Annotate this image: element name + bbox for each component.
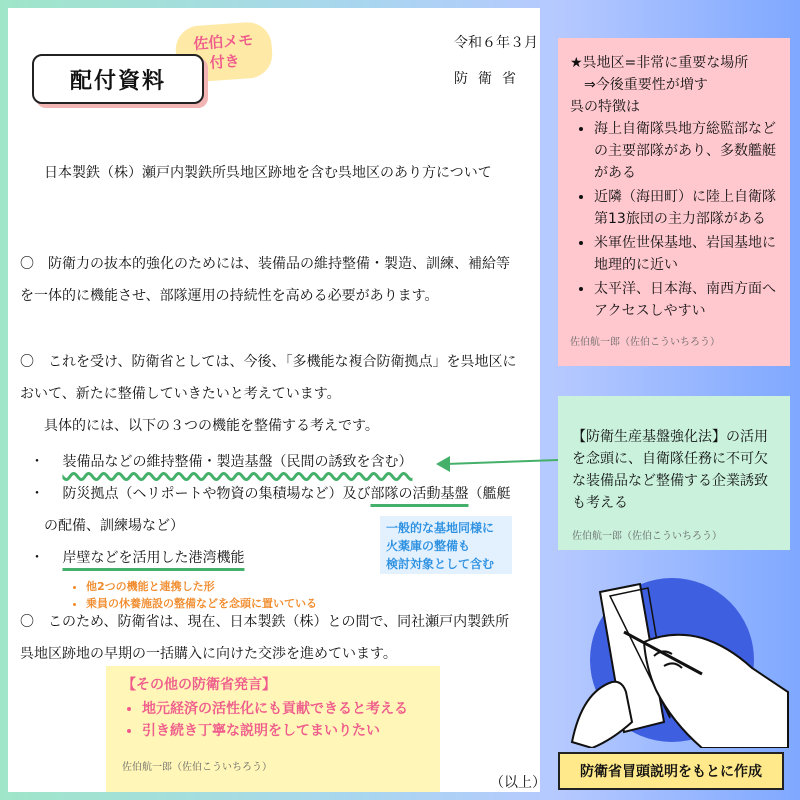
other-remarks-item: • 引き続き丁寧な説明をしてまいりたい <box>142 720 424 742</box>
kure-importance-author: 佐伯航一郎（佐伯こういちろう） <box>570 337 720 348</box>
kure-feature-item: • 太平洋、日本海、南西方面へアクセスしやすい <box>594 278 778 322</box>
item-2-text-b: 部隊の活動基盤 <box>370 486 469 502</box>
defense-production-text: 【防衛生産基盤強化法】の活用を念頭に、自衛隊任務に不可欠な装備品など整備する企業誘致も考える <box>572 429 768 511</box>
item-1-text: 装備品などの維持整備・製造基盤（民間の誘致を含む） <box>62 454 413 470</box>
paragraph-3-line2: 呉地区跡地の早期の一括購入に向けた交渉を進めています。 <box>20 646 397 662</box>
other-remarks-item: • 地元経済の活性化にも貢献できると考える <box>142 698 424 720</box>
kure-feature-item: • 米軍佐世保基地、岩国基地に地理的に近い <box>594 232 778 276</box>
memo-badge-line2: 付き <box>209 51 241 73</box>
note-blue-line1: 一般的な基地同様に <box>386 521 495 535</box>
kure-feature-item: • 近隣（海田町）に陸上自衛隊第13旅団の主力部隊がある <box>594 186 778 230</box>
kure-features-list <box>570 118 778 322</box>
note-blue <box>380 516 512 574</box>
item-3-text: 岸壁などを活用した港湾機能 <box>62 550 245 566</box>
item-1-bullet: ・ <box>30 454 44 470</box>
document-subject: 日本製鉄（株）瀬戸内製鉄所呉地区跡地を含む呉地区のあり方について <box>44 165 492 181</box>
other-remarks-author: 佐伯航一郎（佐伯こういちろう） <box>122 762 272 773</box>
paragraph-1 <box>20 248 510 312</box>
memo-badge-line1: 佐伯メモ <box>192 30 254 54</box>
kure-importance-line2: ⇒今後重要性が増す <box>570 77 708 93</box>
paragraph-3-line1: 〇 このため、防衛省は、現在、日本製鉄（株）との間で、同社瀬戸内製鉄所 <box>20 614 510 630</box>
page-title: 配付資料 <box>32 54 204 104</box>
document-end: （以上） <box>490 775 546 791</box>
paragraph-2-line3: 具体的には、以下の３つの機能を整備する考えです。 <box>44 418 379 434</box>
arrow-left-icon <box>430 450 560 474</box>
defense-production-box <box>558 396 790 550</box>
hand-writing-illustration <box>552 572 792 748</box>
note-orange-item: • 他2つの機能と連携した形 <box>86 578 386 595</box>
note-orange-item: • 乗員の休養施設の整備などを念頭に置いている <box>86 595 386 612</box>
defense-production-author: 佐伯航一郎（佐伯こういちろう） <box>572 531 722 542</box>
note-blue-line3: 検討対象として含む <box>386 557 495 571</box>
other-remarks-header: 【その他の防衛省発言】 <box>122 677 276 693</box>
item-2-bullet: ・ <box>30 486 44 502</box>
paragraph-1-line2: を一体的に機能させ、部隊運用の持続性を高める必要があります。 <box>20 288 439 304</box>
kure-feature-item: • 海上自衛隊呉地方総監部などの主要部隊があり、多数艦艇がある <box>594 118 778 184</box>
paragraph-2-line1: 〇 これを受け、防衛省としては、今後、「多機能な複合防衛拠点」を呉地区に <box>20 354 517 370</box>
function-item-3 <box>30 542 244 574</box>
item-2-line2: の配備、訓練場など） <box>44 518 184 534</box>
item-3-bullet: ・ <box>30 550 44 566</box>
item-2-text-c: （艦艇 <box>468 486 511 502</box>
document-date: 令和６年３月 <box>454 35 538 51</box>
note-blue-line2: 火薬庫の整備も <box>386 539 471 553</box>
paragraph-2 <box>20 346 516 442</box>
paragraph-1-line1: 〇 防衛力の抜本的強化のためには、装備品の維持整備・製造、訓練、補給等 <box>20 256 510 272</box>
issuer: 防衛省 <box>454 71 526 87</box>
item-2-text-a: 防災拠点（ヘリポートや物資の集積場など）及び <box>62 486 371 502</box>
document-page <box>8 8 546 792</box>
source-caption: 防衛省冒頭説明をもとに作成 <box>558 752 784 790</box>
kure-importance-box <box>558 38 790 366</box>
other-remarks-list <box>122 698 424 742</box>
paragraph-3 <box>20 606 509 670</box>
paragraph-2-line2: おいて、新たに整備していきたいと考えています。 <box>20 386 341 402</box>
kure-importance-line3: 呉の特徴は <box>570 99 640 115</box>
other-remarks-box <box>106 666 440 792</box>
kure-importance-line1: ★呉地区=非常に重要な場所 <box>570 55 749 71</box>
function-item-1 <box>30 446 412 478</box>
